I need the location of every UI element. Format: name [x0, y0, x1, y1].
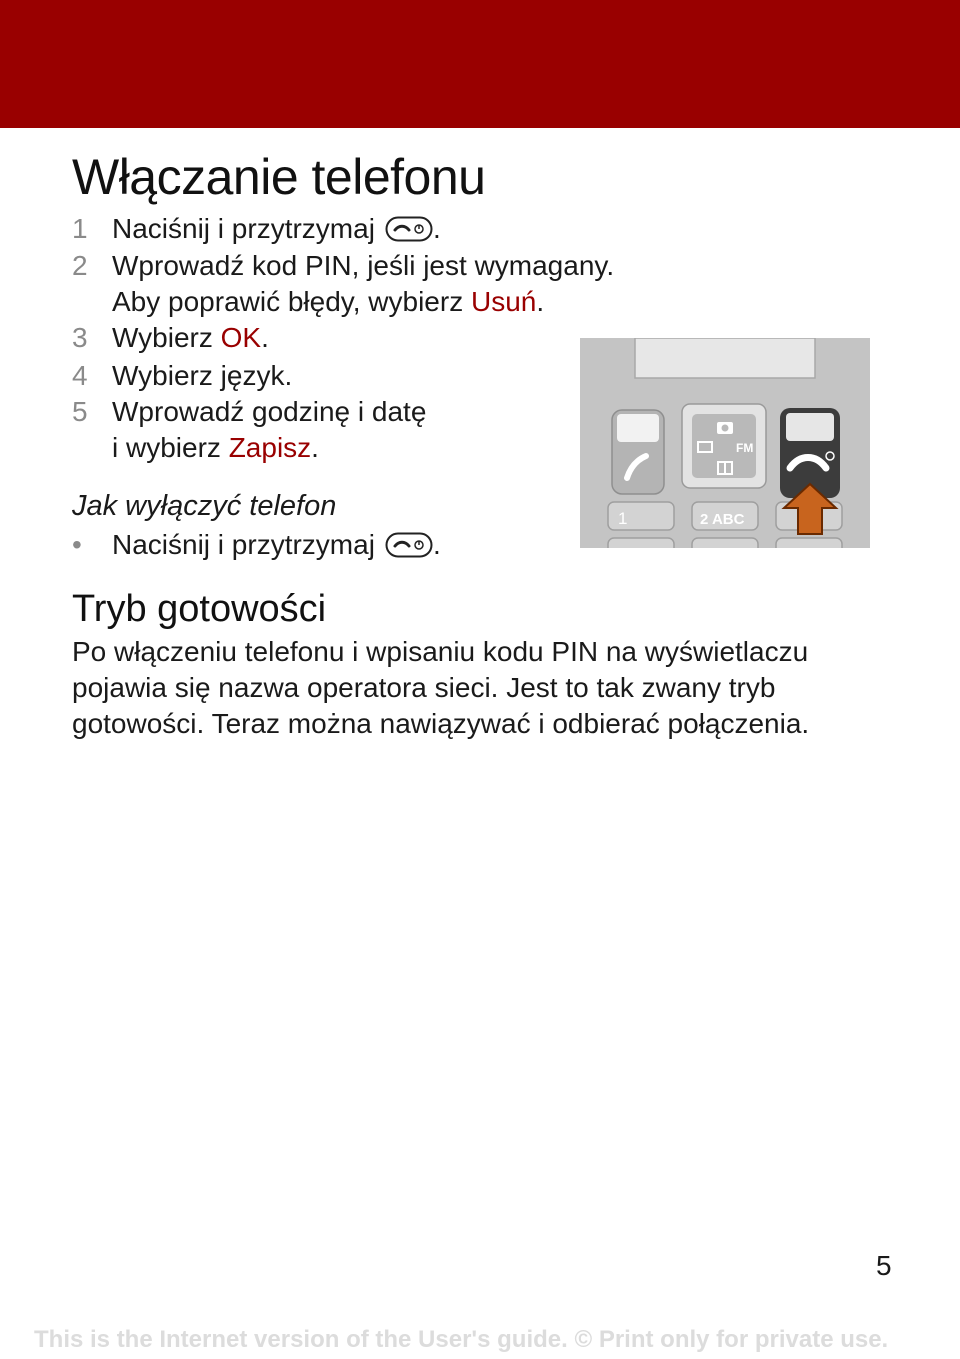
step-number: 1 [72, 213, 88, 244]
step-number: 5 [72, 396, 88, 427]
step-1 [72, 211, 441, 247]
softkey-label-zapisz: Zapisz [228, 432, 312, 463]
step-3 [72, 320, 269, 356]
step-text: Wybierz język. [112, 360, 293, 391]
subheading: Jak wyłączyć telefon [72, 490, 337, 522]
step-number: 2 [72, 250, 88, 281]
end-key-icon [385, 216, 433, 242]
paragraph-line: pojawia się nazwa operatora sieci. Jest to tak zwany tryb [72, 672, 776, 703]
key-2: 2 ABC [700, 511, 745, 528]
paragraph-line: gotowości. Teraz można nawiązywać i odbierać połączenia. [72, 708, 810, 739]
step-text-end: . [536, 286, 545, 317]
key-1: 1 [618, 509, 628, 528]
step-number: 4 [72, 360, 88, 391]
step-5 [72, 394, 426, 430]
page-number: 5 [876, 1250, 892, 1281]
section-paragraph [72, 634, 912, 742]
step-2 [72, 248, 614, 284]
step-text: Wprowadź godzinę i datę [112, 396, 427, 427]
step-4 [72, 358, 292, 394]
step-number: 3 [72, 322, 88, 353]
paragraph-line: Po włączeniu telefonu i wpisaniu kodu PIN na wyświetlaczu [72, 636, 809, 667]
header-band [0, 0, 960, 128]
step-5-continuation [72, 430, 319, 466]
softkey-label-usun: Usuń [470, 286, 537, 317]
step-text: i wybierz [112, 432, 229, 463]
end-key-icon [385, 532, 433, 558]
page-title: Włączanie telefonu [72, 149, 486, 205]
section-title: Tryb gotowości [72, 588, 327, 630]
nav-label-fm: FM [736, 441, 754, 455]
step-text-end: . [311, 432, 319, 463]
step-2-continuation [72, 284, 544, 320]
step-text-end: . [432, 213, 441, 244]
bullet-item [72, 527, 441, 563]
step-text: Wprowadź kod PIN, jeśli jest wymagany. [112, 250, 615, 281]
step-text: Naciśnij i przytrzymaj [112, 213, 375, 244]
softkey-label-ok: OK [220, 322, 262, 353]
step-text: Wybierz [112, 322, 221, 353]
step-text: Aby poprawić błędy, wybierz [112, 286, 471, 317]
footer-notice: This is the Internet version of the User's guide. © Print only for private use. [34, 1326, 889, 1353]
bullet-dot: • [72, 529, 82, 560]
phone-keypad-illustration [580, 338, 870, 548]
step-text-end: . [261, 322, 269, 353]
bullet-text: Naciśnij i przytrzymaj [112, 529, 375, 560]
bullet-text-end: . [432, 529, 441, 560]
